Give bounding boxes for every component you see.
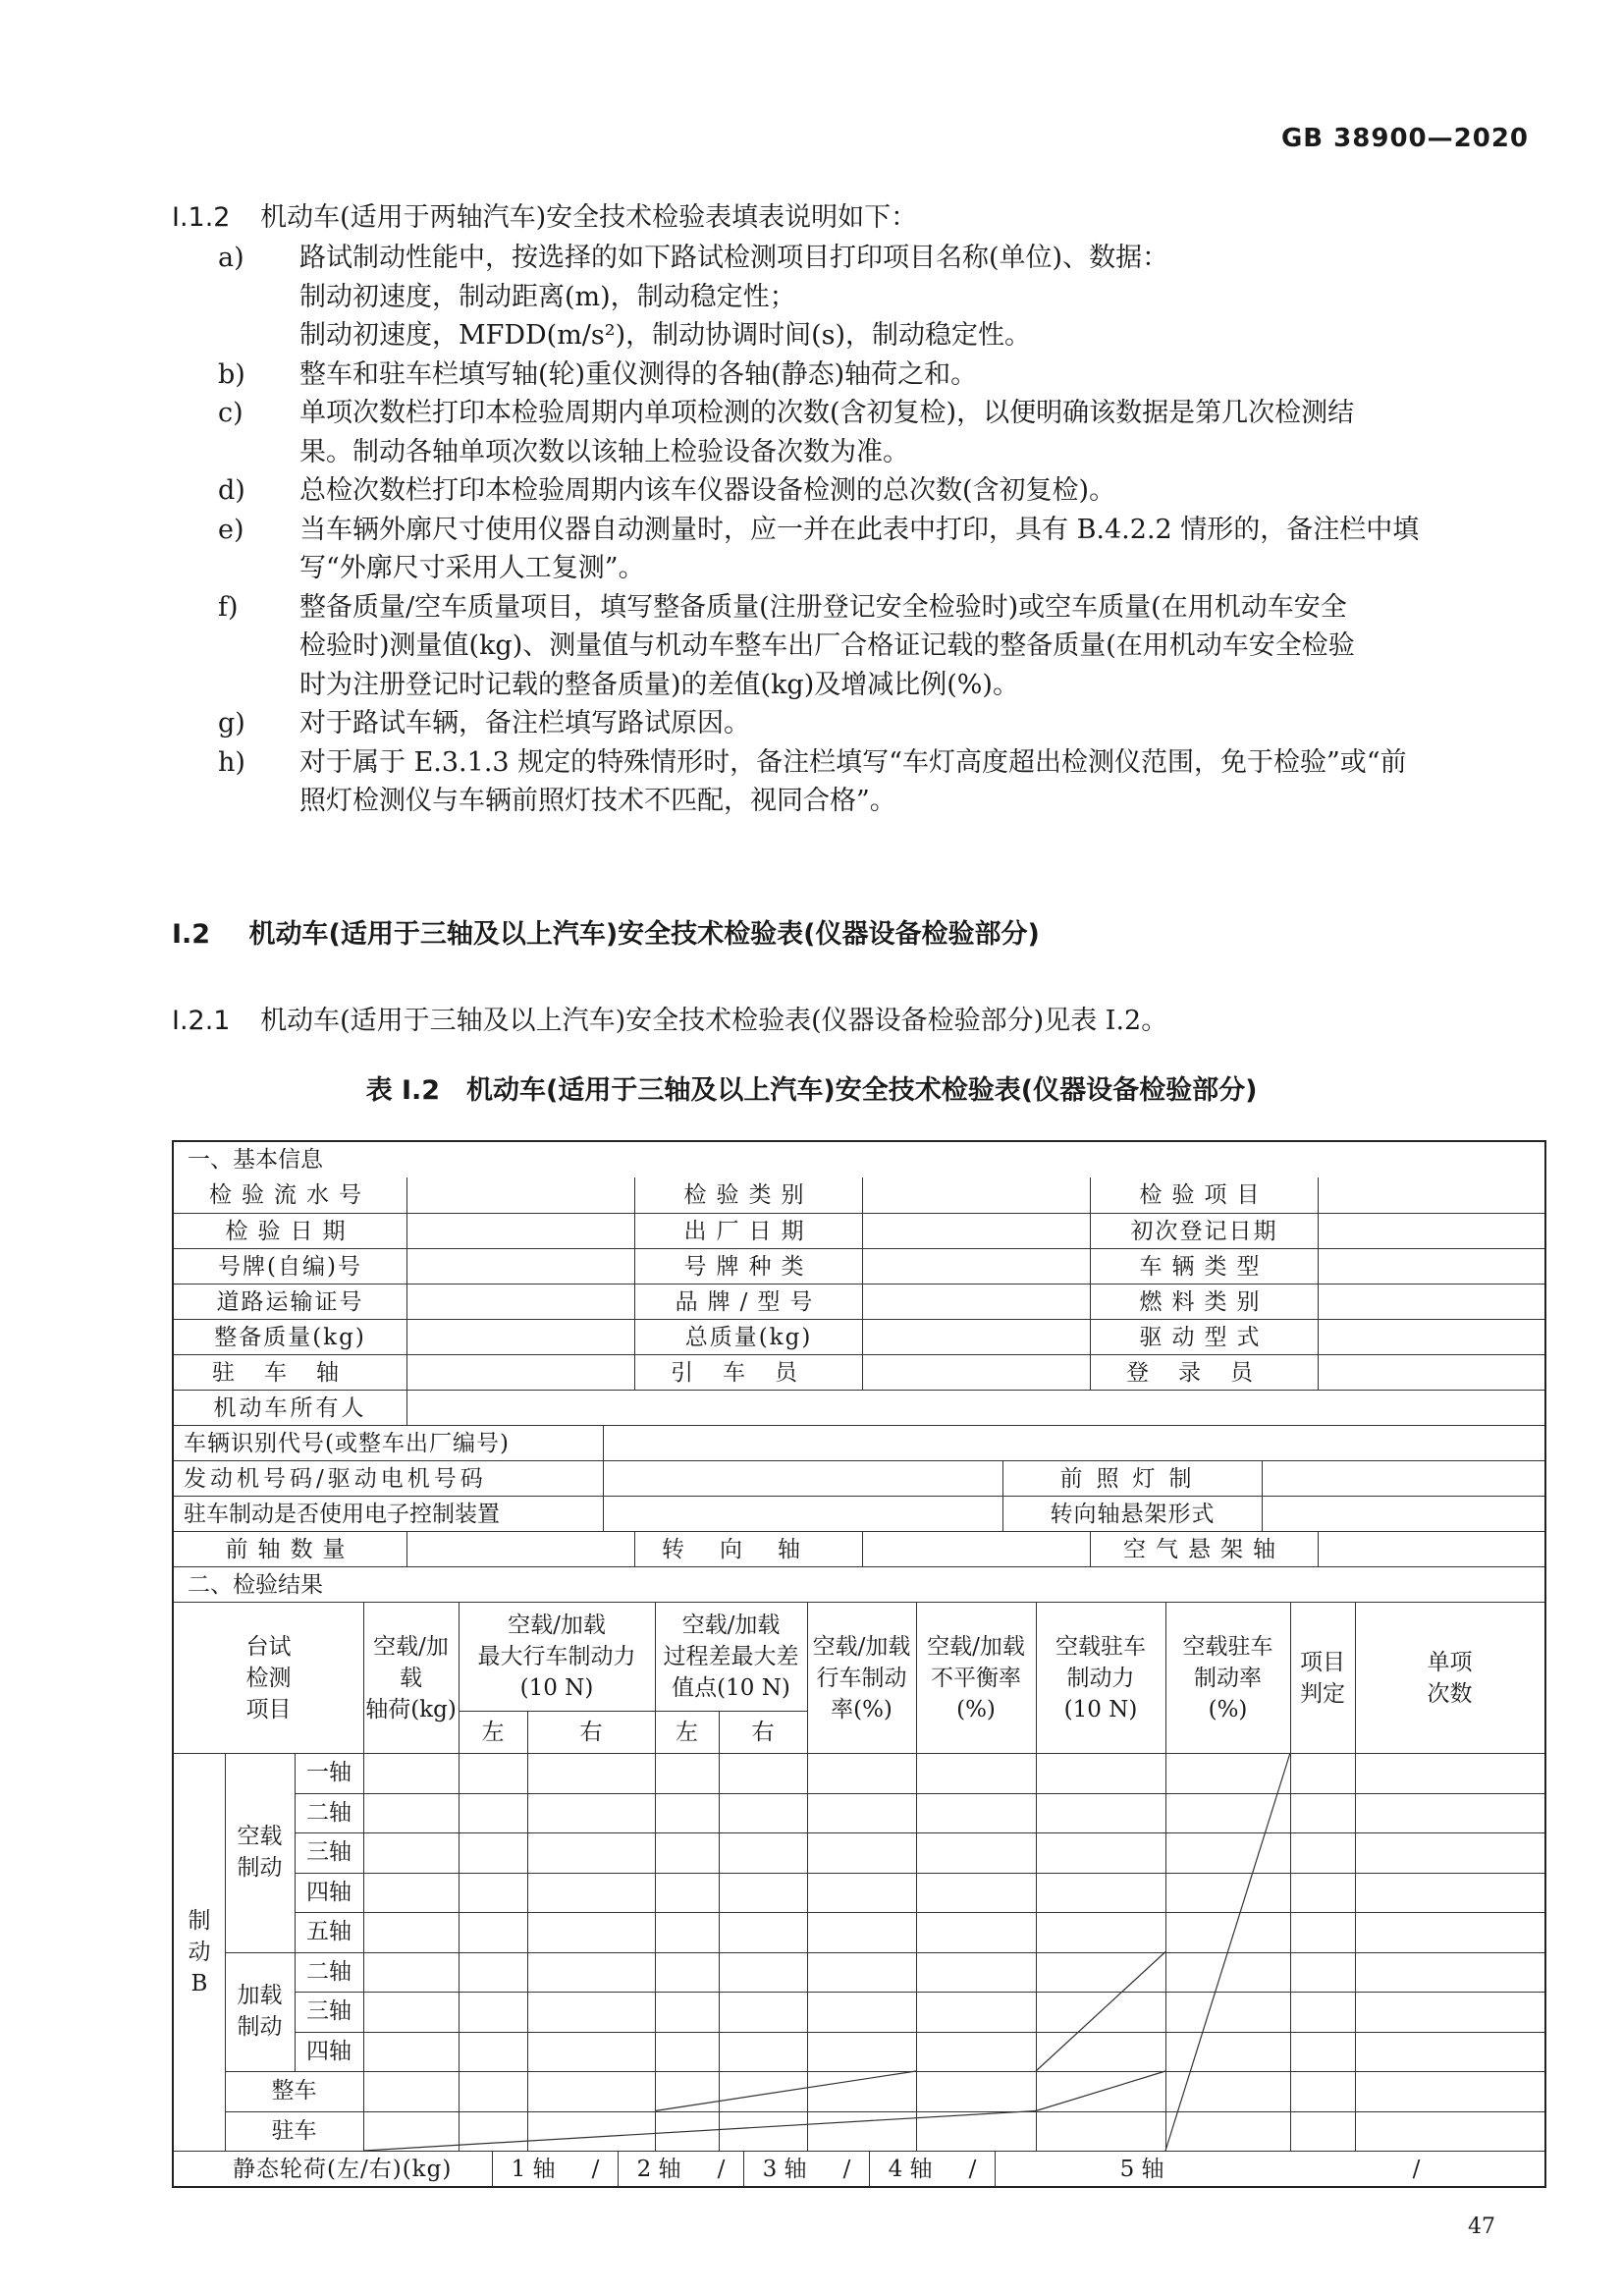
field-label: 车辆类型 <box>1090 1249 1318 1284</box>
result-cell[interactable] <box>916 1912 1036 1952</box>
result-cell[interactable] <box>1355 1793 1544 1833</box>
result-cell[interactable] <box>916 1753 1036 1793</box>
header-right: 右 <box>579 1719 603 1745</box>
strike-whole-park <box>1036 2071 1165 2111</box>
grid-line <box>1165 1753 1166 2151</box>
strike-loaded-park <box>1036 1952 1165 2072</box>
headlamp-value[interactable] <box>1262 1461 1544 1496</box>
owner-label: 机动车所有人 <box>213 1394 367 1421</box>
result-cell[interactable] <box>655 1793 719 1833</box>
result-cell[interactable] <box>527 1952 655 1993</box>
clause-i12-number: I.1.2 <box>172 202 231 233</box>
air-susp-value[interactable] <box>1318 1532 1544 1566</box>
result-cell[interactable] <box>363 1912 459 1952</box>
basic-info-section-label: 一、基本信息 <box>188 1147 323 1173</box>
item-line: 制动初速度，制动距离(m)，制动稳定性； <box>299 281 796 312</box>
header-rate: 空载/加载 行车制动 率(%) <box>812 1633 911 1722</box>
item-marker: h) <box>218 746 245 778</box>
field-label: 检验类别 <box>634 1177 862 1213</box>
result-cell[interactable] <box>363 2032 459 2072</box>
result-cell[interactable] <box>459 1793 527 1833</box>
result-cell[interactable] <box>363 1793 459 1833</box>
engine-no-value[interactable] <box>603 1461 1002 1496</box>
empty-brake-group-label: 空载 制动 <box>237 1824 283 1882</box>
static-axle-label: 1 轴 <box>511 2156 556 2182</box>
field-value[interactable] <box>1318 1285 1544 1319</box>
header-count: 单项 次数 <box>1427 1649 1473 1707</box>
field-value[interactable] <box>1318 1214 1544 1248</box>
owner-value[interactable] <box>406 1391 1544 1425</box>
slash-separator: / <box>968 2156 977 2182</box>
result-cell[interactable] <box>719 1793 807 1833</box>
basic-info-row <box>174 1319 1544 1354</box>
result-cell[interactable] <box>807 1793 916 1833</box>
result-cell[interactable] <box>807 1873 916 1913</box>
clause-i12-text: 机动车(适用于两轴汽车)安全技术检验表填表说明如下： <box>260 202 918 233</box>
result-cell[interactable] <box>1355 1832 1544 1873</box>
item-line: 总检次数栏打印本检验周期内该车仪器设备检测的总次数(含初复检)。 <box>299 475 1116 506</box>
result-cell[interactable] <box>1290 1832 1355 1873</box>
field-value[interactable] <box>862 1355 1090 1390</box>
grid-line <box>225 1753 226 2151</box>
result-cell[interactable] <box>655 1992 719 2032</box>
result-cell[interactable] <box>807 1753 916 1793</box>
loaded-brake-group-label: 加载 制动 <box>237 1983 283 2041</box>
field-label: 检验日期 <box>225 1218 355 1244</box>
field-value[interactable] <box>406 1177 634 1213</box>
field-label: 检验项目 <box>1090 1177 1318 1213</box>
basic-info-row <box>174 1177 1544 1213</box>
front-axles-value[interactable] <box>406 1532 634 1566</box>
item-line: 照灯检测仪与车辆前照灯技术不匹配，视同合格”。 <box>299 786 896 816</box>
item-line: 对于路试车辆，备注栏填写路试原因。 <box>299 708 750 738</box>
basic-info-row <box>174 1354 1544 1390</box>
result-cell[interactable] <box>459 1912 527 1952</box>
result-cell[interactable] <box>655 1832 719 1873</box>
result-cell[interactable] <box>719 1992 807 2032</box>
item-line: 整车和驻车栏填写轴(轮)重仪测得的各轴(静态)轴荷之和。 <box>299 358 978 390</box>
grid-line <box>295 1753 296 2071</box>
result-cell[interactable] <box>459 1992 527 2032</box>
field-value[interactable] <box>862 1177 1090 1213</box>
static-axle-cell[interactable] <box>869 2152 995 2186</box>
clause-i21-number: I.2.1 <box>172 1006 231 1036</box>
static-axle-cell[interactable] <box>743 2152 869 2186</box>
static-axle-label: 4 轴 <box>888 2156 933 2182</box>
owner-row <box>174 1390 1544 1425</box>
strike-park-diff <box>363 2111 1036 2152</box>
result-cell[interactable] <box>1355 1952 1544 1993</box>
result-cell[interactable] <box>807 1832 916 1873</box>
item-line: 当车辆外廓尺寸使用仪器自动测量时，应一并在此表中打印，具有 B.4.2.2 情形的，备注栏中填 <box>299 514 1420 545</box>
front-axles-label: 前轴数量 <box>225 1536 355 1562</box>
grid-line <box>459 1603 460 1753</box>
result-cell[interactable] <box>1355 1873 1544 1913</box>
basic-info-row <box>174 1284 1544 1319</box>
vin-value[interactable] <box>603 1426 1544 1460</box>
axle-info-row <box>174 1531 1544 1566</box>
item-line: 对于属于 E.3.1.3 规定的特殊情形时，备注栏填写“车灯高度超出检测仪范围，免于检验”或“前 <box>299 746 1407 778</box>
result-cell[interactable] <box>459 1753 527 1793</box>
clause-i12 <box>172 201 917 235</box>
basic-info-row <box>174 1213 1544 1248</box>
result-cell[interactable] <box>719 1873 807 1913</box>
grid-line <box>916 1603 917 1753</box>
result-cell[interactable] <box>527 1753 655 1793</box>
result-cell[interactable] <box>807 1912 916 1952</box>
header-imbalance: 空载/加载 不平衡率 (%) <box>927 1633 1025 1722</box>
grid-line <box>363 1603 364 1753</box>
axle-label: 三轴 <box>306 1839 352 1866</box>
result-cell[interactable] <box>527 1793 655 1833</box>
basic-info-row <box>174 1248 1544 1284</box>
item-marker: f) <box>218 591 239 623</box>
grid-line <box>1355 1603 1356 1753</box>
field-value[interactable] <box>862 1320 1090 1354</box>
basic-info-rows <box>174 1177 1544 1390</box>
field-label: 驻车轴 <box>212 1359 368 1386</box>
e-park-value[interactable] <box>603 1497 1002 1531</box>
item-line: 路试制动性能中，按选择的如下路试检测项目打印项目名称(单位)、数据： <box>299 243 1169 273</box>
steer-susp-value[interactable] <box>1262 1497 1544 1531</box>
result-cell[interactable] <box>916 1832 1036 1873</box>
item-marker: d) <box>218 475 245 506</box>
axle-label: 三轴 <box>306 1998 352 2025</box>
field-value[interactable] <box>862 1214 1090 1248</box>
header-item: 台试 检测 项目 <box>245 1633 292 1722</box>
air-susp-label: 空气悬架轴 <box>1090 1532 1318 1566</box>
headlamp-label: 前照灯制 <box>1002 1461 1262 1496</box>
item-line: 写“外廓尺寸采用人工复测”。 <box>299 553 645 583</box>
result-cell[interactable] <box>719 1753 807 1793</box>
result-cell[interactable] <box>363 1753 459 1793</box>
grid-line <box>527 1711 528 1753</box>
grid-line <box>225 2111 1544 2112</box>
slash-separator: / <box>1412 2156 1421 2182</box>
field-value[interactable] <box>1318 1320 1544 1354</box>
result-cell[interactable] <box>1290 1952 1355 1993</box>
result-cell[interactable] <box>719 1832 807 1873</box>
field-value[interactable] <box>406 1285 634 1319</box>
header-axle-load: 空载/加载 轴荷(kg) <box>365 1633 457 1722</box>
header-judge: 项目 判定 <box>1300 1649 1345 1707</box>
result-cell[interactable] <box>916 1873 1036 1913</box>
result-cell[interactable] <box>1355 1912 1544 1952</box>
result-cell[interactable] <box>807 1952 916 1993</box>
grid-line <box>719 1711 720 1753</box>
static-axle-label: 5 轴 <box>1119 2156 1164 2182</box>
field-label: 登录员 <box>1090 1355 1318 1390</box>
static-axle-cell[interactable] <box>618 2152 743 2186</box>
result-cell[interactable] <box>527 1832 655 1873</box>
result-cell[interactable] <box>655 2032 719 2072</box>
static-axle-label: 3 轴 <box>762 2156 807 2182</box>
results-section-row <box>174 1566 1544 1602</box>
result-cell[interactable] <box>527 1873 655 1913</box>
axle-label: 五轴 <box>306 1919 352 1945</box>
axle-label: 一轴 <box>306 1760 352 1786</box>
result-cell[interactable] <box>807 1992 916 2032</box>
result-cell[interactable] <box>1290 1912 1355 1952</box>
field-value[interactable] <box>1318 1249 1544 1284</box>
field-label: 号牌(自编)号 <box>218 1253 362 1280</box>
field-label: 驱动型式 <box>1090 1320 1318 1354</box>
steer-axle-value[interactable] <box>862 1532 1090 1566</box>
static-axle-label: 2 轴 <box>636 2156 681 2182</box>
axle-label: 二轴 <box>306 1958 352 1985</box>
result-cell[interactable] <box>916 1952 1036 1993</box>
item-marker: c) <box>218 398 243 428</box>
standard-code: GB 38900—2020 <box>1280 124 1529 153</box>
grid-line <box>225 2071 1544 2072</box>
result-cell[interactable] <box>1355 1992 1544 2032</box>
result-cell[interactable] <box>363 1873 459 1913</box>
field-label: 道路运输证号 <box>216 1288 364 1315</box>
table-title: 表 I.2 机动车(适用于三轴及以上汽车)安全技术检验表(仪器设备检验部分) <box>365 1075 1258 1106</box>
field-label: 初次登记日期 <box>1090 1214 1318 1248</box>
item-line: 单项次数栏打印本检验周期内单项检测的次数(含初复检)，以便明确该数据是第几次检测结 <box>299 398 1355 428</box>
header-left: 左 <box>676 1719 698 1745</box>
vin-label: 车辆识别代号(或整车出厂编号) <box>184 1430 510 1456</box>
axle-label: 四轴 <box>306 2038 352 2064</box>
result-cell[interactable] <box>1290 1753 1355 1793</box>
result-cell[interactable] <box>459 2032 527 2072</box>
e-park-row <box>174 1496 1544 1531</box>
whole-vehicle-label: 整车 <box>271 2078 317 2105</box>
clause-i21-text: 机动车(适用于三轴及以上汽车)安全技术检验表(仪器设备检验部分)见表 I.2。 <box>260 1006 1168 1036</box>
grid-line <box>655 1603 656 1753</box>
field-label: 整备质量(kg) <box>214 1324 366 1350</box>
result-cell[interactable] <box>527 2032 655 2072</box>
result-cell[interactable] <box>719 1912 807 1952</box>
item-line: 果。制动各轴单项次数以该轴上检验设备次数为准。 <box>299 436 909 467</box>
result-cell[interactable] <box>655 1952 719 1993</box>
item-marker: g) <box>218 708 245 738</box>
result-cell[interactable] <box>1290 1992 1355 2032</box>
steer-axle-label: 转向轴 <box>634 1532 862 1566</box>
static-axle-cell[interactable] <box>995 2152 1544 2186</box>
item-line: 时为注册登记时记载的整备质量)的差值(kg)及增减比例(%)。 <box>299 669 1019 700</box>
steer-susp-label: 转向轴悬架形式 <box>1002 1497 1262 1531</box>
header-left: 左 <box>481 1719 505 1745</box>
result-cell[interactable] <box>655 1873 719 1913</box>
strike-whole-diff <box>655 2071 916 2111</box>
field-value[interactable] <box>406 1249 634 1284</box>
field-value[interactable] <box>1318 1177 1544 1213</box>
result-cell[interactable] <box>1355 2032 1544 2072</box>
axle-label: 四轴 <box>306 1879 352 1905</box>
field-label: 检验流水号 <box>209 1182 371 1208</box>
result-cell[interactable] <box>655 1912 719 1952</box>
field-value[interactable] <box>1318 1355 1544 1390</box>
engine-row <box>174 1460 1544 1496</box>
result-cell[interactable] <box>655 1753 719 1793</box>
grid-line <box>1036 1603 1037 1753</box>
field-value[interactable] <box>406 1320 634 1354</box>
result-cell[interactable] <box>527 1992 655 2032</box>
result-cell[interactable] <box>719 2032 807 2072</box>
result-cell[interactable] <box>719 1952 807 1993</box>
item-marker: b) <box>218 358 245 390</box>
basic-info-section-row <box>174 1142 1544 1177</box>
result-cell[interactable] <box>459 1832 527 1873</box>
field-value[interactable] <box>862 1285 1090 1319</box>
result-cell[interactable] <box>807 2032 916 2072</box>
item-line: 检验时)测量值(kg)、测量值与机动车整车出厂合格证记载的整备质量(在用机动车安全检验 <box>299 630 1355 661</box>
header-diff: 空载/加载 过程差最大差 值点(10 N) <box>663 1613 799 1701</box>
static-load-row <box>174 2151 1544 2186</box>
field-value[interactable] <box>862 1249 1090 1284</box>
field-value[interactable] <box>406 1355 634 1390</box>
vin-row <box>174 1425 1544 1460</box>
result-cell[interactable] <box>916 2032 1036 2072</box>
inspection-table <box>172 1140 1546 2188</box>
field-label: 总质量(kg) <box>634 1320 862 1354</box>
static-load-label: 静态轮荷(左/右)(kg) <box>233 2156 453 2182</box>
field-value[interactable] <box>406 1214 634 1248</box>
page-number: 47 <box>1468 2214 1495 2239</box>
grid-line <box>1165 1603 1166 1753</box>
slash-separator: / <box>842 2156 851 2182</box>
engine-no-label: 发动机号码/驱动电机号码 <box>184 1465 487 1492</box>
result-cell[interactable] <box>459 1873 527 1913</box>
item-line: 制动初速度，MFDD(m/s²)，制动协调时间(s)，制动稳定性。 <box>299 320 1032 351</box>
static-axle-cell[interactable] <box>492 2152 618 2186</box>
result-cell[interactable] <box>363 1992 459 2032</box>
field-label: 引车员 <box>634 1355 862 1390</box>
results-section-label: 二、检验结果 <box>188 1571 323 1598</box>
field-label: 出厂日期 <box>634 1214 862 1248</box>
result-cell[interactable] <box>527 1912 655 1952</box>
section-i2-number: I.2 <box>172 919 211 950</box>
field-label: 号牌种类 <box>634 1249 862 1284</box>
section-i2-heading <box>172 918 1040 952</box>
item-marker: a) <box>218 243 244 273</box>
grid-line <box>807 1603 808 1753</box>
field-label: 燃料类别 <box>1090 1285 1318 1319</box>
result-cell[interactable] <box>916 1793 1036 1833</box>
result-cell[interactable] <box>1290 1873 1355 1913</box>
header-park-rate: 空载驻车 制动率 (%) <box>1182 1633 1273 1722</box>
result-cell[interactable] <box>363 1832 459 1873</box>
field-label: 品牌/型号 <box>634 1285 862 1319</box>
item-marker: e) <box>218 514 244 545</box>
park-label: 驻车 <box>271 2117 317 2144</box>
result-cell[interactable] <box>363 1952 459 1993</box>
slash-separator: / <box>717 2156 726 2182</box>
axle-label: 二轴 <box>306 1799 352 1826</box>
result-cell[interactable] <box>459 1952 527 1993</box>
slash-separator: / <box>591 2156 600 2182</box>
result-cell[interactable] <box>1355 1753 1544 1793</box>
clause-i21 <box>172 1005 1167 1038</box>
e-park-label: 驻车制动是否使用电子控制装置 <box>184 1501 500 1527</box>
header-right: 右 <box>751 1719 775 1745</box>
grid-line <box>1036 1753 1037 2151</box>
grid-line <box>459 1711 807 1712</box>
result-cell[interactable] <box>1290 1793 1355 1833</box>
header-park-force: 空载驻车 制动力 (10 N) <box>1055 1633 1146 1722</box>
brake-group-label: 制 动 B <box>188 1907 211 1996</box>
header-max-brake: 空载/加载 最大行车制动力 (10 N) <box>477 1613 636 1701</box>
result-cell[interactable] <box>916 1992 1036 2032</box>
result-cell[interactable] <box>1290 2032 1355 2072</box>
results-grid <box>174 1602 1544 2151</box>
grid-line <box>1290 1603 1291 1753</box>
section-i2-title: 机动车(适用于三轴及以上汽车)安全技术检验表(仪器设备检验部分) <box>248 919 1040 950</box>
item-line: 整备质量/空车质量项目，填写整备质量(注册登记安全检验时)或空车质量(在用机动车安全 <box>299 591 1347 623</box>
